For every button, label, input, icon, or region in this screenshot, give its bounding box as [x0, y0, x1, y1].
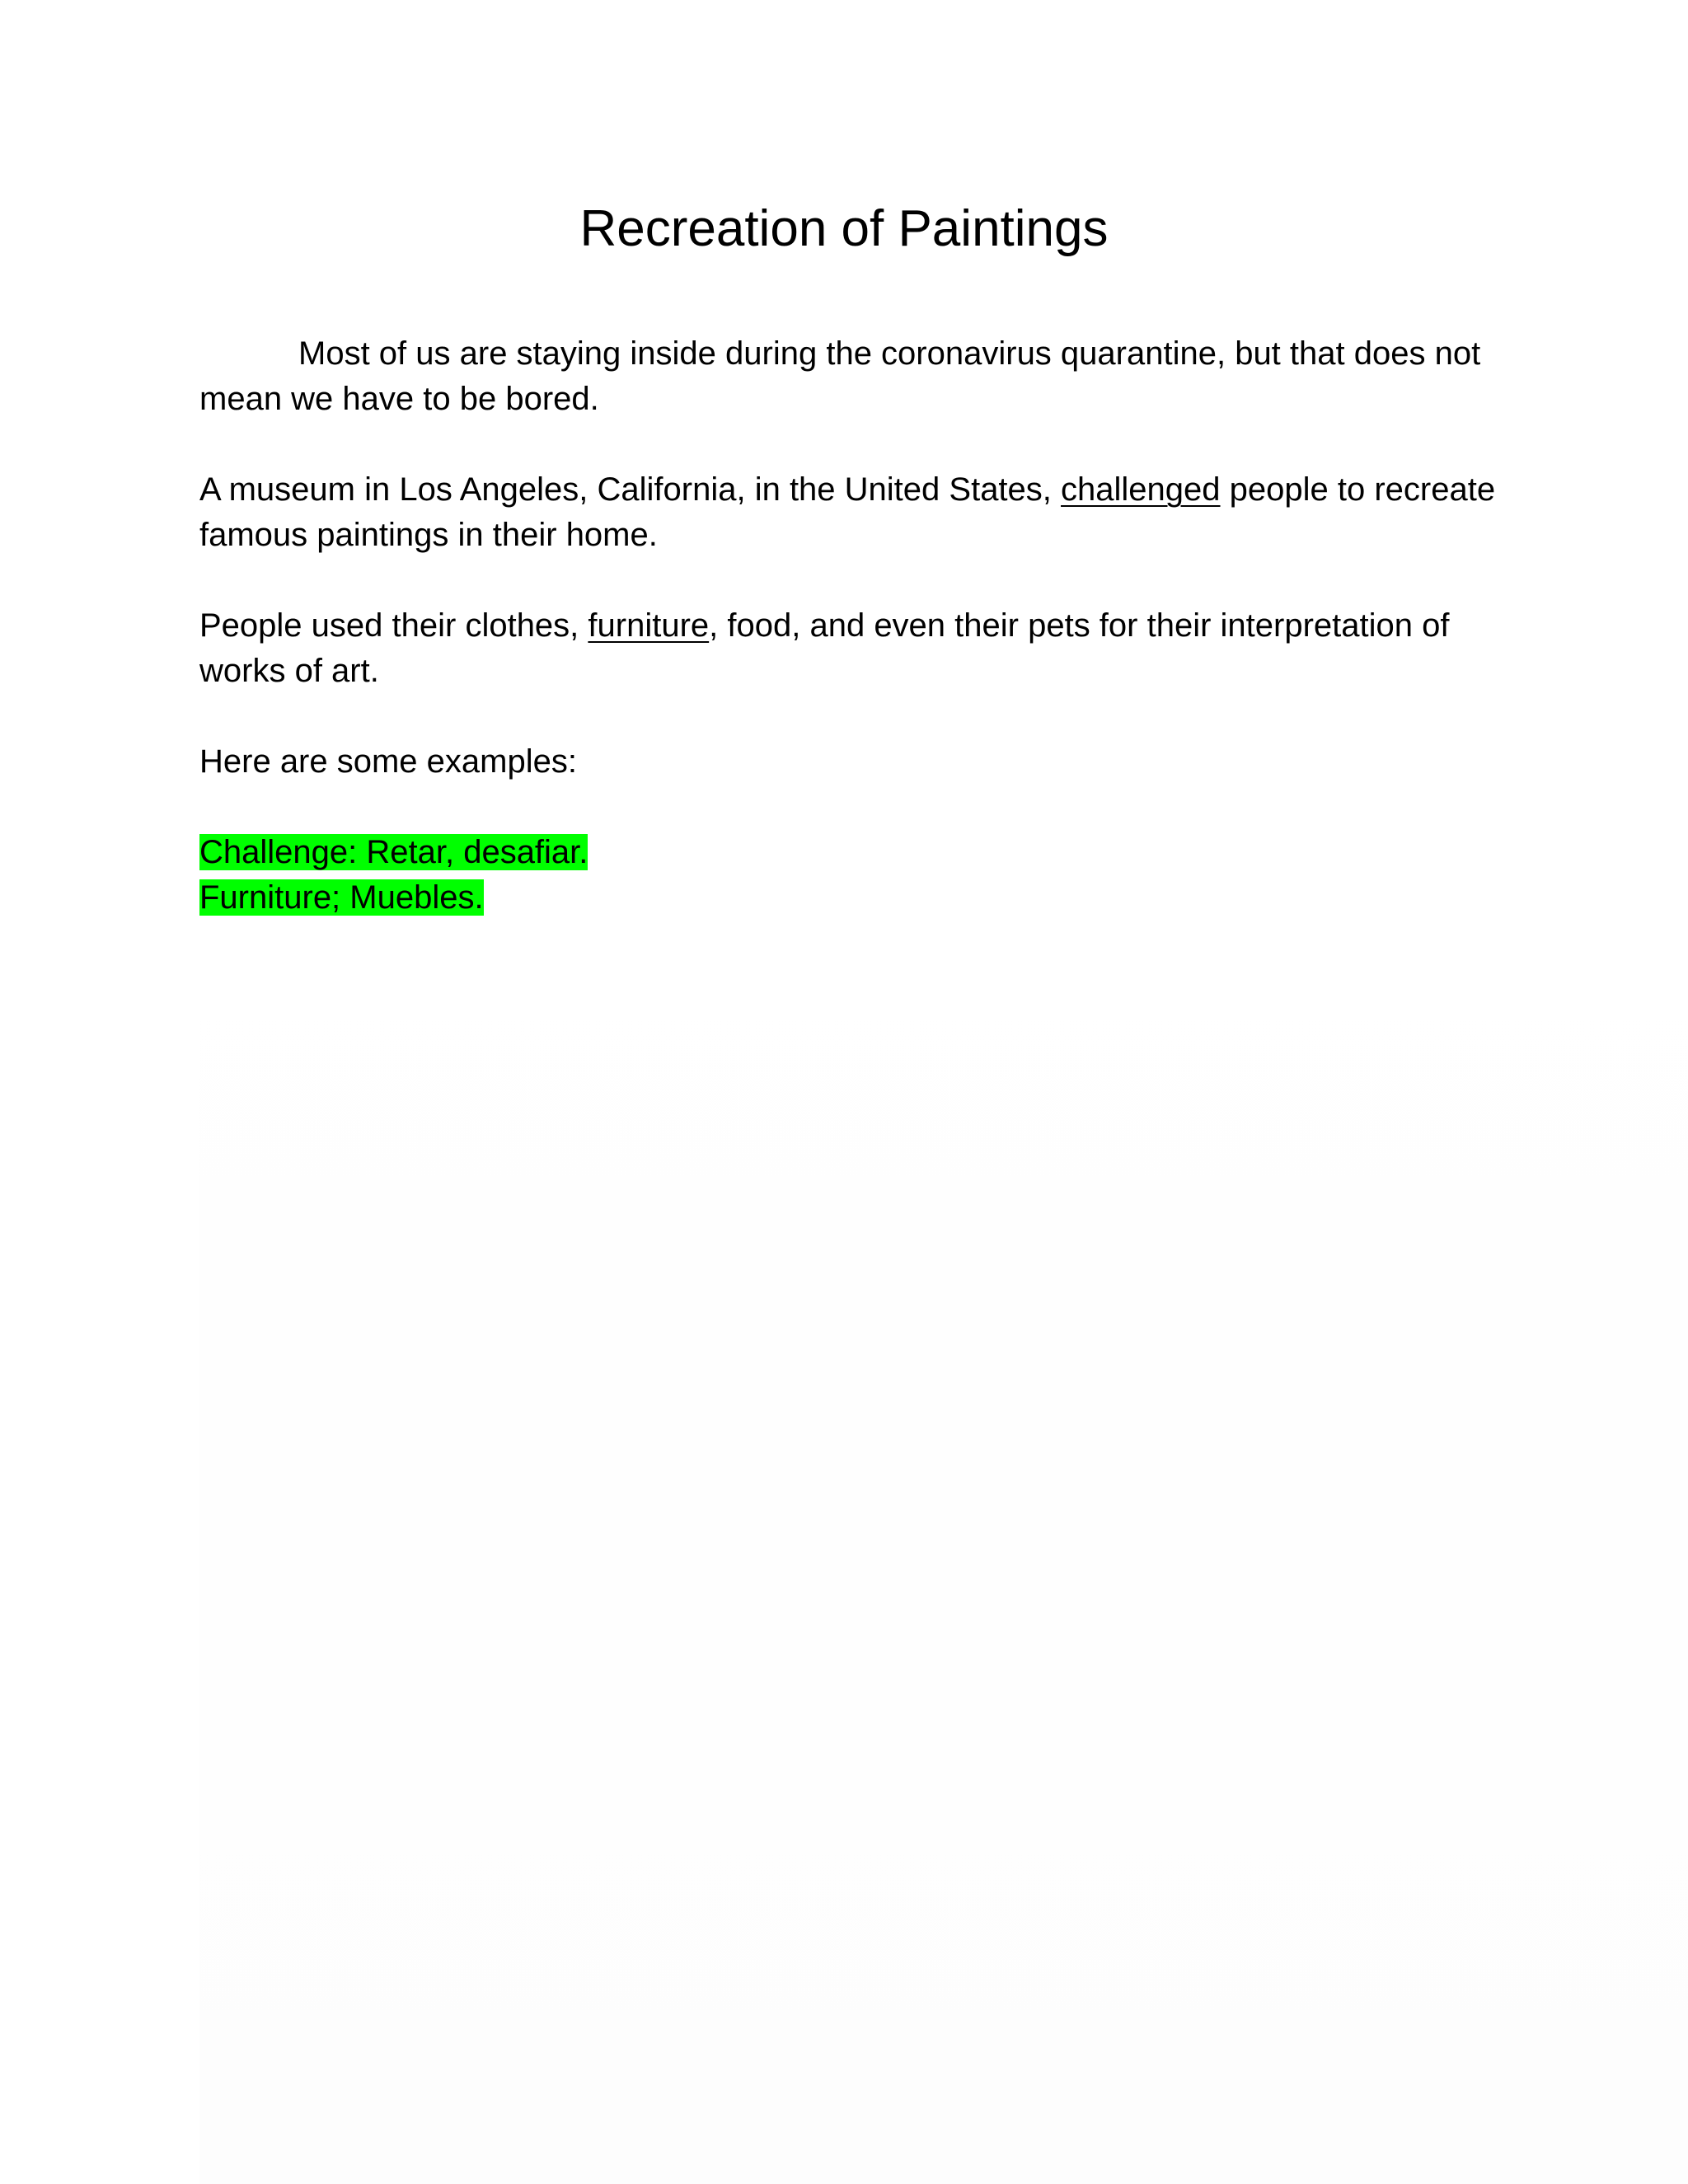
page-shade [199, 849, 1688, 2184]
paragraph-museum [199, 467, 1518, 558]
paragraph-materials-text-end: , food, and even their pets for their interpretation of works of art. [199, 607, 1450, 689]
glossary-entry [199, 830, 1518, 875]
paragraph-examples: Here are some examples: [199, 743, 577, 780]
glossary-entry [199, 875, 1518, 921]
paragraph-materials-text-start: People used their clothes, [199, 607, 588, 644]
document-title: Recreation of Paintings [579, 200, 1109, 257]
paragraph-materials [199, 603, 1518, 694]
vocab-term-furniture: furniture [588, 607, 710, 644]
glossary-entry-challenge: Challenge: Retar, desafiar. [199, 834, 588, 870]
glossary-entry-furniture: Furniture; Muebles. [199, 879, 484, 916]
glossary [199, 830, 1518, 921]
paragraph-museum-text-end: people to recreate famous paintings in their home. [199, 471, 1496, 553]
document-body [199, 331, 1518, 921]
vocab-term-challenged: challenged [1061, 471, 1221, 508]
paragraph-museum-text-start: A museum in Los Angeles, California, in the United States, [199, 471, 1062, 508]
paragraph-intro: Most of us are staying inside during the coronavirus quarantine, but that does not mean we have to be bored. [199, 335, 1481, 417]
